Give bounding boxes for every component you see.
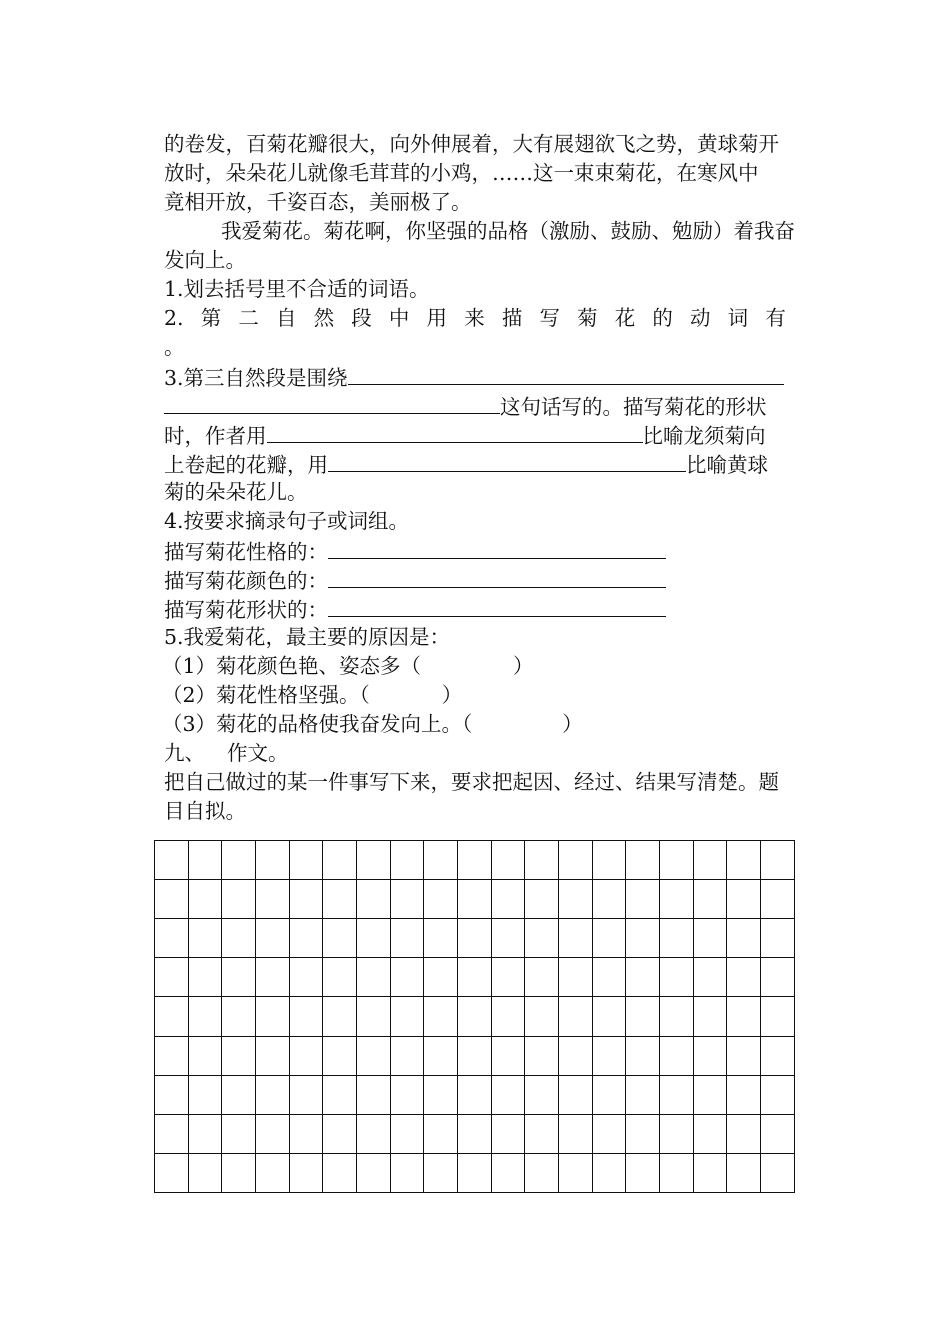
grid-cell[interactable] bbox=[693, 1075, 727, 1114]
question-3-prefix: 3.第三自然段是围绕 bbox=[164, 366, 348, 390]
grid-cell[interactable] bbox=[357, 1114, 391, 1153]
grid-cell[interactable] bbox=[559, 1114, 593, 1153]
grid-cell[interactable] bbox=[660, 958, 694, 997]
option-3-close: ） bbox=[562, 712, 583, 736]
grid-cell[interactable] bbox=[390, 919, 424, 958]
grid-cell[interactable] bbox=[323, 880, 357, 919]
grid-cell[interactable] bbox=[761, 880, 795, 919]
writing-grid bbox=[154, 840, 795, 1193]
grid-cell[interactable] bbox=[256, 1075, 290, 1114]
grid-cell[interactable] bbox=[357, 880, 391, 919]
grid-row bbox=[155, 1075, 795, 1114]
grid-cell[interactable] bbox=[592, 958, 626, 997]
grid-cell[interactable] bbox=[727, 958, 761, 997]
grid-cell[interactable] bbox=[222, 1153, 256, 1192]
grid-cell[interactable] bbox=[289, 1114, 323, 1153]
option-1-close: ） bbox=[513, 654, 534, 678]
grid-cell[interactable] bbox=[626, 997, 660, 1036]
grid-cell[interactable] bbox=[761, 958, 795, 997]
question-2-char: 第 bbox=[200, 306, 222, 330]
grid-cell[interactable] bbox=[188, 1114, 222, 1153]
grid-cell[interactable] bbox=[761, 919, 795, 958]
grid-cell[interactable] bbox=[390, 1114, 424, 1153]
grid-cell[interactable] bbox=[727, 1036, 761, 1075]
grid-cell[interactable] bbox=[357, 1075, 391, 1114]
question-5-option-2 bbox=[162, 681, 462, 709]
grid-cell[interactable] bbox=[357, 958, 391, 997]
grid-cell[interactable] bbox=[222, 997, 256, 1036]
grid-cell[interactable] bbox=[559, 880, 593, 919]
question-1: 1.划去括号里不合适的词语。 bbox=[164, 277, 430, 301]
grid-cell[interactable] bbox=[693, 919, 727, 958]
grid-cell[interactable] bbox=[458, 841, 492, 880]
grid-cell[interactable] bbox=[458, 1153, 492, 1192]
grid-cell[interactable] bbox=[660, 880, 694, 919]
answer-blank-3c[interactable] bbox=[267, 420, 643, 443]
grid-cell[interactable] bbox=[525, 880, 559, 919]
grid-cell[interactable] bbox=[727, 841, 761, 880]
grid-cell[interactable] bbox=[390, 1153, 424, 1192]
option-2-close: ） bbox=[441, 683, 463, 707]
composition-prompt-1: 把自己做过的某一件事写下来，要求把起因、经过、结果写清楚。题 bbox=[164, 770, 779, 794]
grid-cell[interactable] bbox=[155, 1114, 189, 1153]
grid-cell[interactable] bbox=[458, 1075, 492, 1114]
grid-cell[interactable] bbox=[693, 880, 727, 919]
question-2-char: 用 bbox=[426, 306, 448, 330]
grid-cell[interactable] bbox=[188, 919, 222, 958]
grid-row bbox=[155, 997, 795, 1036]
grid-cell[interactable] bbox=[491, 1075, 525, 1114]
grid-cell[interactable] bbox=[323, 1153, 357, 1192]
question-3-line-5: 菊的朵朵花儿。 bbox=[164, 480, 308, 504]
grid-cell[interactable] bbox=[592, 919, 626, 958]
passage-line-2: 放时，朵朵花儿就像毛茸茸的小鸡，……这一束束菊花，在寒风中 bbox=[164, 161, 759, 185]
grid-cell[interactable] bbox=[592, 841, 626, 880]
grid-cell[interactable] bbox=[424, 1114, 458, 1153]
grid-row bbox=[155, 880, 795, 919]
grid-cell[interactable] bbox=[761, 841, 795, 880]
grid-cell[interactable] bbox=[693, 997, 727, 1036]
question-3-line-2 bbox=[164, 391, 767, 419]
grid-cell[interactable] bbox=[592, 880, 626, 919]
grid-cell[interactable] bbox=[660, 1153, 694, 1192]
grid-cell[interactable] bbox=[458, 1036, 492, 1075]
question-2-char: 有 bbox=[765, 306, 786, 330]
grid-cell[interactable] bbox=[761, 1036, 795, 1075]
grid-cell[interactable] bbox=[390, 958, 424, 997]
grid-cell[interactable] bbox=[289, 997, 323, 1036]
grid-cell[interactable] bbox=[525, 1075, 559, 1114]
question-2-char: 然 bbox=[313, 306, 335, 330]
grid-cell[interactable] bbox=[222, 1114, 256, 1153]
grid-cell[interactable] bbox=[323, 997, 357, 1036]
grid-cell[interactable] bbox=[727, 880, 761, 919]
grid-cell[interactable] bbox=[256, 997, 290, 1036]
grid-cell[interactable] bbox=[390, 880, 424, 919]
grid-cell[interactable] bbox=[188, 880, 222, 919]
grid-row bbox=[155, 1036, 795, 1075]
question-2-char: 菊 bbox=[577, 306, 598, 330]
grid-cell[interactable] bbox=[693, 958, 727, 997]
question-2-char: 花 bbox=[614, 306, 636, 330]
question-3-mid: 这句话写的。描写菊花的形状 bbox=[500, 395, 767, 419]
grid-cell[interactable] bbox=[626, 1153, 660, 1192]
question-2-char: 2. bbox=[164, 306, 184, 330]
question-4-a bbox=[164, 536, 666, 564]
grid-cell[interactable] bbox=[660, 1036, 694, 1075]
question-3-text-c: 上卷起的花瓣，用 bbox=[164, 453, 328, 477]
question-4-b-label: 描写菊花颜色的： bbox=[164, 569, 328, 593]
grid-cell[interactable] bbox=[458, 880, 492, 919]
grid-cell[interactable] bbox=[491, 841, 525, 880]
grid-cell[interactable] bbox=[727, 1075, 761, 1114]
grid-cell[interactable] bbox=[525, 958, 559, 997]
question-2 bbox=[164, 304, 786, 332]
passage-line-3: 竟相开放，千姿百态，美丽极了。 bbox=[164, 190, 472, 214]
grid-cell[interactable] bbox=[626, 958, 660, 997]
question-4: 4.按要求摘录句子或词组。 bbox=[164, 509, 410, 533]
question-4-c bbox=[164, 594, 666, 622]
grid-cell[interactable] bbox=[390, 1036, 424, 1075]
question-2-char: 词 bbox=[727, 306, 749, 330]
grid-cell[interactable] bbox=[727, 1114, 761, 1153]
grid-cell[interactable] bbox=[491, 958, 525, 997]
grid-cell[interactable] bbox=[256, 880, 290, 919]
grid-cell[interactable] bbox=[559, 997, 593, 1036]
grid-cell[interactable] bbox=[761, 1153, 795, 1192]
answer-blank-3b[interactable] bbox=[164, 391, 500, 414]
grid-cell[interactable] bbox=[188, 1153, 222, 1192]
grid-cell[interactable] bbox=[491, 880, 525, 919]
grid-cell[interactable] bbox=[323, 1036, 357, 1075]
grid-cell[interactable] bbox=[660, 919, 694, 958]
grid-cell[interactable] bbox=[155, 841, 189, 880]
grid-cell[interactable] bbox=[222, 1075, 256, 1114]
grid-cell[interactable] bbox=[222, 958, 256, 997]
question-3-line-3 bbox=[164, 420, 766, 448]
grid-cell[interactable] bbox=[626, 841, 660, 880]
grid-cell[interactable] bbox=[693, 1114, 727, 1153]
grid-cell[interactable] bbox=[357, 1036, 391, 1075]
question-3-line-4 bbox=[164, 449, 768, 477]
question-2-char: 自 bbox=[275, 306, 297, 330]
grid-cell[interactable] bbox=[188, 958, 222, 997]
grid-cell[interactable] bbox=[660, 1114, 694, 1153]
question-5-option-1 bbox=[162, 652, 534, 680]
option-3-text: （3）菊花的品格使我奋发向上。（ bbox=[162, 712, 473, 736]
grid-cell[interactable] bbox=[323, 841, 357, 880]
composition-prompt-2: 目自拟。 bbox=[164, 799, 246, 823]
passage-line-1: 的卷发，百菊花瓣很大，向外伸展着，大有展翅欲飞之势，黄球菊开 bbox=[164, 132, 779, 156]
grid-cell[interactable] bbox=[626, 1114, 660, 1153]
question-5-option-3 bbox=[162, 710, 583, 738]
grid-cell[interactable] bbox=[626, 1075, 660, 1114]
grid-cell[interactable] bbox=[424, 1075, 458, 1114]
grid-cell[interactable] bbox=[592, 1114, 626, 1153]
grid-cell[interactable] bbox=[491, 1036, 525, 1075]
grid-cell[interactable] bbox=[525, 1114, 559, 1153]
grid-cell[interactable] bbox=[256, 1114, 290, 1153]
grid-cell[interactable] bbox=[289, 1075, 323, 1114]
grid-cell[interactable] bbox=[525, 1036, 559, 1075]
composition-number: 九、 bbox=[164, 741, 205, 765]
grid-cell[interactable] bbox=[155, 1153, 189, 1192]
grid-cell[interactable] bbox=[626, 919, 660, 958]
question-2-char: 来 bbox=[464, 306, 485, 330]
grid-cell[interactable] bbox=[559, 1153, 593, 1192]
grid-row bbox=[155, 958, 795, 997]
grid-cell[interactable] bbox=[693, 1036, 727, 1075]
grid-cell[interactable] bbox=[491, 1114, 525, 1153]
grid-cell[interactable] bbox=[256, 1036, 290, 1075]
grid-cell[interactable] bbox=[188, 1036, 222, 1075]
grid-cell[interactable] bbox=[559, 1075, 593, 1114]
grid-cell[interactable] bbox=[424, 919, 458, 958]
grid-cell[interactable] bbox=[626, 880, 660, 919]
grid-row bbox=[155, 841, 795, 880]
grid-cell[interactable] bbox=[357, 997, 391, 1036]
grid-cell[interactable] bbox=[424, 1153, 458, 1192]
grid-cell[interactable] bbox=[155, 880, 189, 919]
grid-cell[interactable] bbox=[660, 841, 694, 880]
composition-title: 作文。 bbox=[227, 741, 289, 765]
grid-cell[interactable] bbox=[424, 880, 458, 919]
grid-cell[interactable] bbox=[559, 1036, 593, 1075]
grid-row bbox=[155, 1153, 795, 1192]
grid-cell[interactable] bbox=[256, 958, 290, 997]
grid-cell[interactable] bbox=[660, 1075, 694, 1114]
option-2-text: （2）菊花性格坚强。（ bbox=[162, 683, 370, 707]
grid-cell[interactable] bbox=[525, 1153, 559, 1192]
option-1-text: （1）菊花颜色艳、姿态多（ bbox=[162, 654, 422, 678]
grid-cell[interactable] bbox=[256, 919, 290, 958]
grid-cell[interactable] bbox=[458, 919, 492, 958]
answer-blank-3d[interactable] bbox=[328, 449, 686, 472]
grid-cell[interactable] bbox=[155, 1075, 189, 1114]
grid-cell[interactable] bbox=[693, 1153, 727, 1192]
grid-cell[interactable] bbox=[761, 1114, 795, 1153]
grid-cell[interactable] bbox=[323, 958, 357, 997]
grid-cell[interactable] bbox=[458, 1114, 492, 1153]
answer-blank-4c[interactable] bbox=[328, 594, 666, 617]
grid-cell[interactable] bbox=[592, 1036, 626, 1075]
grid-cell[interactable] bbox=[660, 997, 694, 1036]
grid-cell[interactable] bbox=[559, 841, 593, 880]
question-4-b bbox=[164, 565, 666, 593]
grid-cell[interactable] bbox=[424, 841, 458, 880]
grid-cell[interactable] bbox=[761, 1075, 795, 1114]
grid-cell[interactable] bbox=[323, 1114, 357, 1153]
grid-cell[interactable] bbox=[390, 997, 424, 1036]
grid-cell[interactable] bbox=[626, 1036, 660, 1075]
passage-line-4: 我爱菊花。菊花啊，你坚强的品格（激励、鼓励、勉励）着我奋 bbox=[221, 219, 795, 243]
grid-cell[interactable] bbox=[592, 1075, 626, 1114]
grid-cell[interactable] bbox=[155, 958, 189, 997]
grid-cell[interactable] bbox=[390, 841, 424, 880]
question-2-char: 描 bbox=[501, 306, 523, 330]
question-2-char: 动 bbox=[690, 306, 711, 330]
grid-cell[interactable] bbox=[289, 880, 323, 919]
grid-cell[interactable] bbox=[289, 841, 323, 880]
grid-cell[interactable] bbox=[256, 1153, 290, 1192]
question-4-a-label: 描写菊花性格的： bbox=[164, 540, 328, 564]
question-3-text-a: 时，作者用 bbox=[164, 424, 267, 448]
grid-cell[interactable] bbox=[525, 997, 559, 1036]
answer-blank-4a[interactable] bbox=[328, 536, 666, 559]
answer-blank-3a[interactable] bbox=[348, 362, 784, 385]
grid-cell[interactable] bbox=[592, 1153, 626, 1192]
grid-cell[interactable] bbox=[491, 1153, 525, 1192]
question-3-text-d: 比喻黄球 bbox=[686, 453, 768, 477]
grid-cell[interactable] bbox=[424, 958, 458, 997]
grid-cell[interactable] bbox=[222, 880, 256, 919]
grid-cell[interactable] bbox=[289, 958, 323, 997]
question-3-text-b: 比喻龙须菊向 bbox=[642, 424, 766, 448]
grid-cell[interactable] bbox=[761, 997, 795, 1036]
grid-cell[interactable] bbox=[155, 1036, 189, 1075]
grid-cell[interactable] bbox=[525, 841, 559, 880]
grid-cell[interactable] bbox=[289, 1036, 323, 1075]
grid-cell[interactable] bbox=[222, 841, 256, 880]
grid-cell[interactable] bbox=[323, 1075, 357, 1114]
grid-cell[interactable] bbox=[323, 919, 357, 958]
grid-cell[interactable] bbox=[559, 919, 593, 958]
grid-cell[interactable] bbox=[289, 919, 323, 958]
grid-cell[interactable] bbox=[727, 997, 761, 1036]
grid-cell[interactable] bbox=[491, 919, 525, 958]
question-2-char: 写 bbox=[539, 306, 560, 330]
grid-cell[interactable] bbox=[155, 919, 189, 958]
grid-cell[interactable] bbox=[289, 1153, 323, 1192]
grid-cell[interactable] bbox=[188, 1075, 222, 1114]
question-2-char: 段 bbox=[351, 306, 372, 330]
question-2-char: 的 bbox=[652, 306, 673, 330]
grid-row bbox=[155, 1114, 795, 1153]
grid-cell[interactable] bbox=[458, 958, 492, 997]
grid-cell[interactable] bbox=[727, 919, 761, 958]
grid-cell[interactable] bbox=[559, 958, 593, 997]
grid-cell[interactable] bbox=[357, 841, 391, 880]
question-4-c-label: 描写菊花形状的： bbox=[164, 598, 328, 622]
grid-cell[interactable] bbox=[222, 919, 256, 958]
question-3-line-1 bbox=[164, 362, 784, 390]
grid-cell[interactable] bbox=[390, 1075, 424, 1114]
composition-heading bbox=[164, 739, 289, 767]
grid-cell[interactable] bbox=[592, 997, 626, 1036]
grid-cell[interactable] bbox=[222, 1036, 256, 1075]
grid-cell[interactable] bbox=[424, 1036, 458, 1075]
grid-cell[interactable] bbox=[357, 919, 391, 958]
grid-row bbox=[155, 919, 795, 958]
answer-blank-4b[interactable] bbox=[328, 565, 666, 588]
question-2-char: 二 bbox=[238, 306, 259, 330]
grid-cell[interactable] bbox=[424, 997, 458, 1036]
grid-cell[interactable] bbox=[491, 997, 525, 1036]
grid-cell[interactable] bbox=[693, 841, 727, 880]
question-2-char: 中 bbox=[388, 306, 410, 330]
grid-cell[interactable] bbox=[525, 919, 559, 958]
grid-cell[interactable] bbox=[256, 841, 290, 880]
question-2-end: 。 bbox=[164, 335, 185, 359]
grid-cell[interactable] bbox=[458, 997, 492, 1036]
question-5: 5.我爱菊花，最主要的原因是： bbox=[164, 625, 451, 649]
grid-cell[interactable] bbox=[727, 1153, 761, 1192]
grid-cell[interactable] bbox=[155, 997, 189, 1036]
grid-cell[interactable] bbox=[188, 997, 222, 1036]
grid-cell[interactable] bbox=[357, 1153, 391, 1192]
grid-cell[interactable] bbox=[188, 841, 222, 880]
passage-line-5: 发向上。 bbox=[164, 248, 246, 272]
